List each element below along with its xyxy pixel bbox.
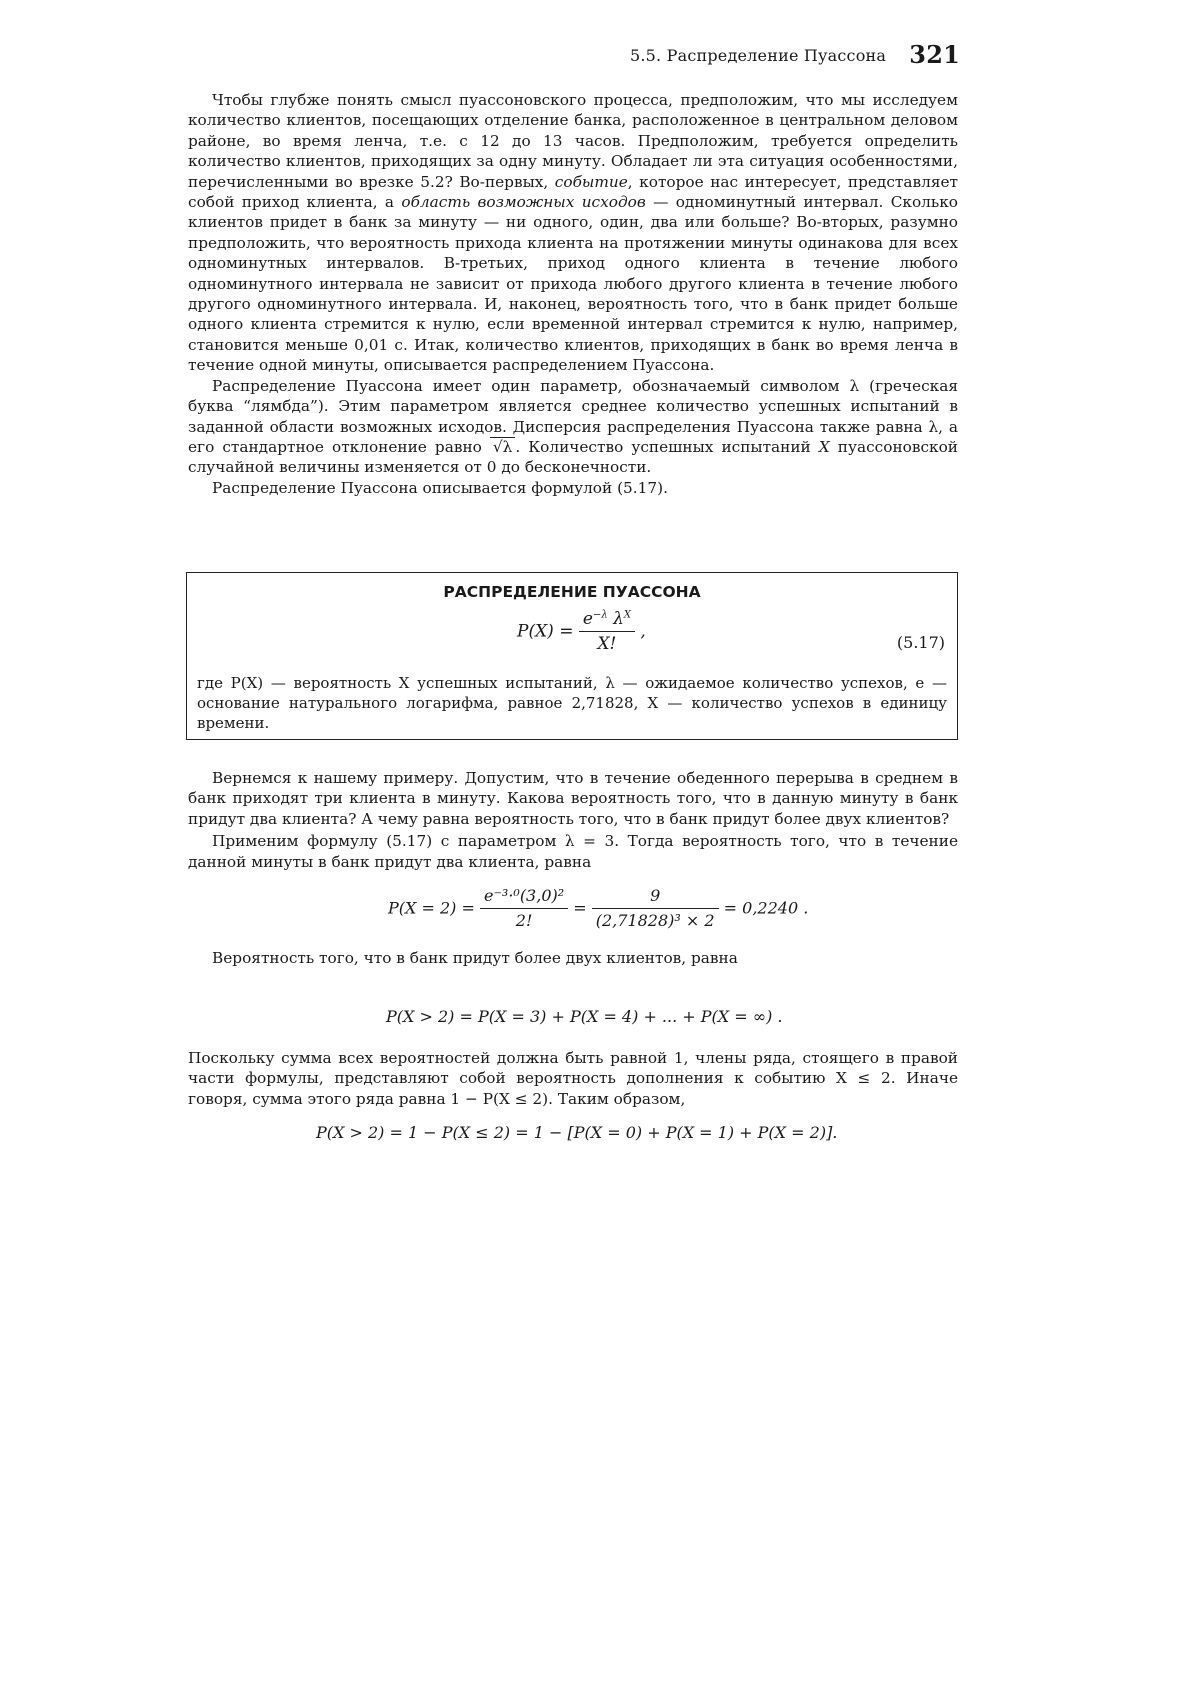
box-definition: где P(X) — вероятность X успешных испытаний, λ — ожидаемое количество успехов, e — основание натурального логарифма, равное 2,71828, X — количество успехов в единицу времени. xyxy=(197,674,947,732)
final-formula: P(X > 2) = 1 − P(X ≤ 2) = 1 − [P(X = 0) + P(X = 1) + P(X = 2)]. xyxy=(316,1123,838,1142)
emphasis: событие xyxy=(554,172,628,191)
paragraph: Распределение Пуассона описывается формулой (5.17). xyxy=(212,478,668,497)
box-title: РАСПРЕДЕЛЕНИЕ ПУАССОНА xyxy=(443,583,701,601)
sqrt-lambda: √λ xyxy=(490,437,515,456)
section-title: 5.5. Распределение Пуассона xyxy=(630,46,887,65)
paragraph: Вероятность того, что в банк придут более двух клиентов, равна xyxy=(212,949,738,968)
paragraph: Распределение Пуассона имеет один параметр, обозначаемый символом λ (греческая буква “лямбда”). Этим параметром является среднее количество успешных испытаний в заданной области возможных исходов. Дисперсия распределения Пуассона также равна λ, а его стандартное отклонение равно √λ . Количество успешных испытаний X пуассоновской случайной величины изменяется от 0 до бесконечности. xyxy=(188,376,958,477)
complement-text xyxy=(188,1048,958,1109)
example-text xyxy=(188,768,958,968)
equation-number: (5.17) xyxy=(896,633,945,652)
paragraph: Вернемся к нашему примеру. Допустим, что в течение обеденного перерыва в среднем в банк приходят три клиента в минуту. Какова вероятность того, что в данную минуту в банк придут два клиента? А чему равна вероятность того, что в банк придут более двух клиентов? xyxy=(188,769,958,828)
page-number: 321 xyxy=(909,40,960,69)
paragraph: Чтобы глубже понять смысл пуассоновского процесса, предположим, что мы исследуем количество клиентов, посещающих отделение банка, расположенное в центральном деловом районе, во время ленча, т.е. с 12 до 13 часов. Предположим, требуется определить количество клиентов, приходящих за одну минуту. Обладает ли эта ситуация особенностями, перечисленными во врезке 5.2? Во-первых, событие, которое нас интересует, представляет собой приход клиента, а область возможных исходов — одноминутный интервал. Сколько клиентов придет в банк за минуту — ни одного, один, два или больше? Во-вторых, разумно предположить, что вероятность прихода клиента на протяжении минуты одинакова для всех одноминутных интервалов. В-третьих, приход одного клиента в течение любого одноминутного интервала не зависит от прихода любого другого клиента в течение любого другого одноминутного интервала. И, наконец, вероятность того, что в банк придет больше одного клиента стремится к нулю, если временной интервал стремится к нулю, например, становится меньше 0,01 с. Итак, количество клиентов, приходящих в банк во время ленча в течение одной минуты, описывается распределением Пуассона. xyxy=(188,91,958,375)
formula-p2: P(X = 2) = $\frac{\text{e⁻³·⁰(3,0)²}}{2!}$ = $\frac{9}{\text{(2,71828)³ × 2}}$ = 0,2240 . xyxy=(388,886,809,931)
paragraph: Поскольку сумма всех вероятностей должна быть равной 1, члены ряда, стоящего в правой части формулы, представляют собой вероятность дополнения к событию X ≤ 2. Иначе говоря, сумма этого ряда равна 1 − P(X ≤ 2). Таким образом, xyxy=(188,1049,958,1108)
definition-box xyxy=(186,572,958,740)
emphasis: область возможных исходов xyxy=(401,193,646,212)
poisson-formula: P(X) = $\frac{e^{-\lambda} \lambda^X}{X!}$ , xyxy=(517,609,646,654)
intro-text xyxy=(188,90,958,498)
sum-formula: P(X > 2) = P(X = 3) + P(X = 4) + ... + P(X = ∞) . xyxy=(386,1007,783,1026)
paragraph: Применим формулу (5.17) с параметром λ = 3. Тогда вероятность того, что в течение данной минуты в банк придут два клиента, равна xyxy=(188,832,958,871)
running-head xyxy=(630,40,960,70)
